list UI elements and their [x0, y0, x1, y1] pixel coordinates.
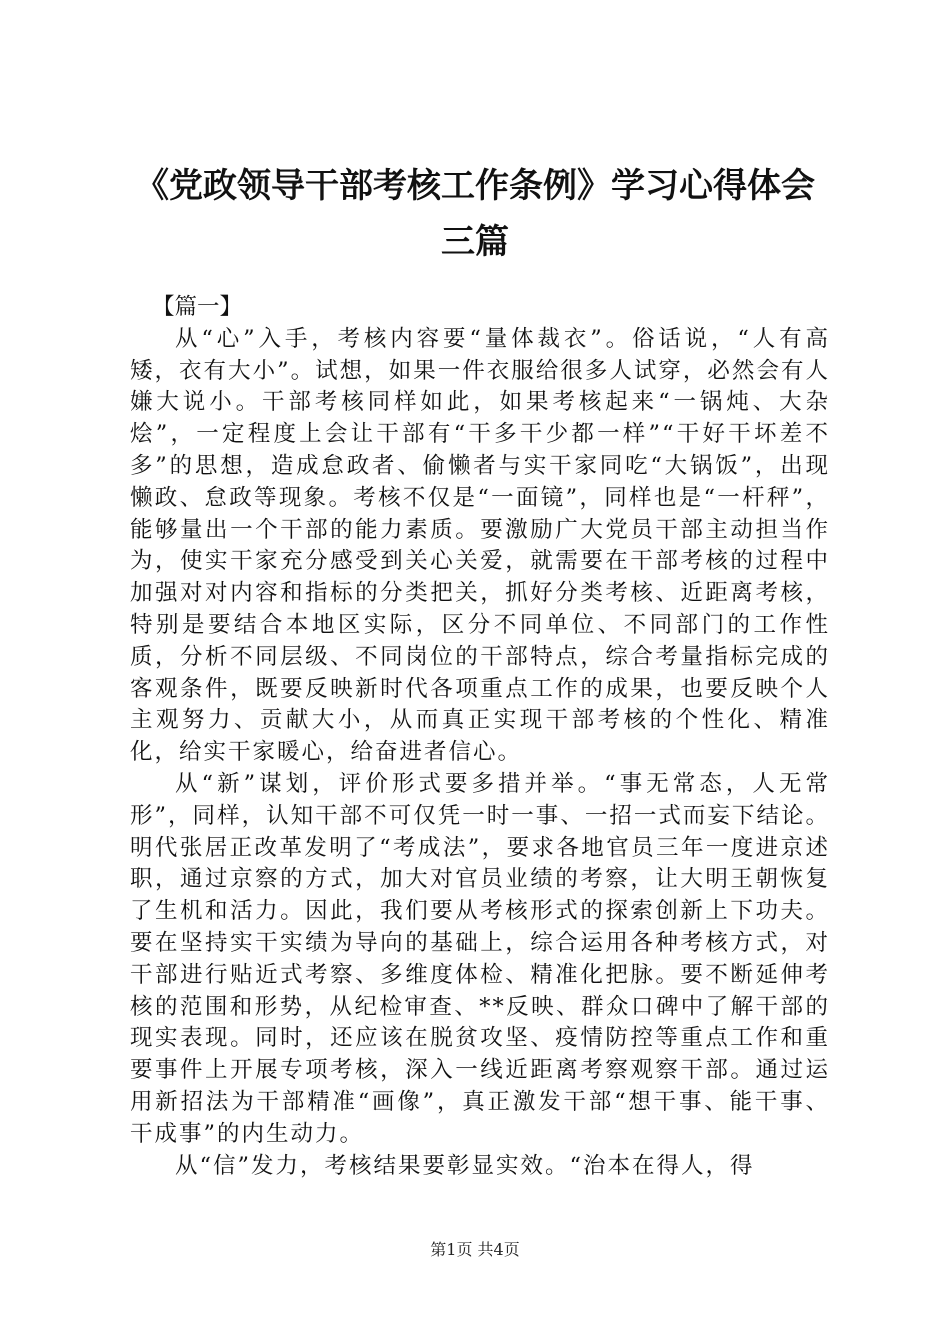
- title-line-2: 三篇: [441, 222, 509, 262]
- paragraph-1: 从“心”入手，考核内容要“量体裁衣”。俗话说，“人有高矮，衣有大小”。试想，如果一件衣服给很多人试穿，必然会有人嫌大说小。干部考核同样如此，如果考核起来“一锅炖、大杂烩”，一定程度上会让干部有“干多干少都一样”“干好干坏差不多”的思想，造成怠政者、偷懒者与实干家同吃“大锅饭”，出现懒政、怠政等现象。考核不仅是“一面镜”，同样也是“一杆秤”，能够量出一个干部的能力素质。要激励广大党员干部主动担当作为，使实干家充分感受到关心关爱，就需要在干部考核的过程中加强对对内容和指标的分类把关，抓好分类考核、近距离考核，特别是要结合本地区实际，区分不同单位、不同部门的工作性质，分析不同层级、不同岗位的干部特点，综合考量指标完成的客观条件，既要反映新时代各项重点工作的成果，也要反映个人主观努力、贡献大小，从而真正实现干部考核的个性化、精准化，给实干家暖心，给奋进者信心。: [130, 325, 830, 766]
- title-line-1: 《党政领导干部考核工作条例》学习心得体会: [135, 166, 815, 206]
- document-body: [130, 292, 830, 1182]
- section-label: 【篇一】: [152, 294, 243, 320]
- paragraph-3: 从“信”发力，考核结果要彰显实效。“治本在得人，得: [175, 1152, 755, 1179]
- document-title: [110, 158, 840, 270]
- page-footer: 第1页 共4页: [430, 1240, 520, 1259]
- paragraph-2: 从“新”谋划，评价形式要多措并举。“事无常态，人无常形”，同样，认知干部不可仅凭一时一事、一招一式而妄下结论。明代张居正改革发明了“考成法”，要求各地官员三年一度进京述职，通过京察的方式，加大对官员业绩的考察，让大明王朝恢复了生机和活力。因此，我们要从考核形式的探索创新上下功夫。要在坚持实干实绩为导向的基础上，综合运用各种考核方式，对干部进行贴近式考察、多维度体检、精准化把脉。要不断延伸考核的范围和形势，从纪检审查、**反映、群众口碑中了解干部的现实表现。同时，还应该在脱贫攻坚、疫情防控等重点工作和重要事件上开展专项考核，深入一线近距离考察观察干部。通过运用新招法为干部精准“画像”，真正激发干部“想干事、能干事、干成事”的内生动力。: [130, 770, 830, 1147]
